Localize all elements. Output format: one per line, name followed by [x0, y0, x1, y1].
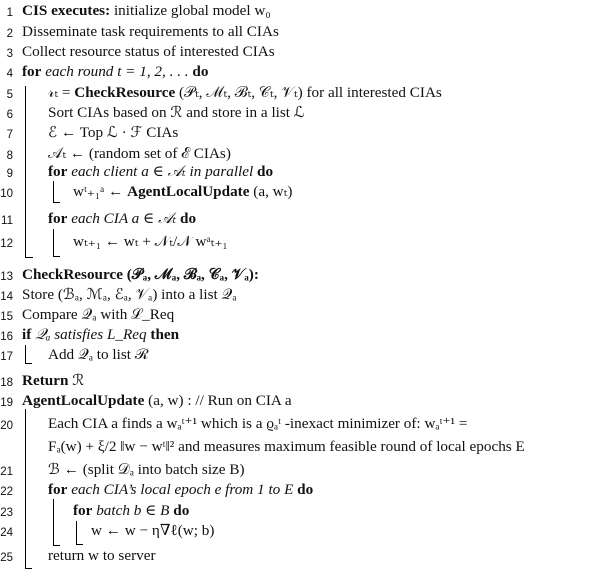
math-text: wᵗ₊₁ᵃ ← [73, 183, 128, 200]
if-guide-foot [25, 363, 32, 364]
line-number: 11 [1, 215, 13, 227]
keyword: do [188, 63, 209, 80]
line-number: 1 [6, 7, 13, 19]
for-parallel-guide-foot [53, 202, 60, 203]
line-text: return w to server [48, 547, 156, 564]
for-cia-guide-foot [53, 256, 60, 257]
line-number: 2 [6, 28, 13, 40]
line-number: 6 [6, 109, 13, 121]
line-number: 12 [0, 238, 13, 250]
line-text: Sort CIAs based on ℛ and store in a list ℒ [48, 104, 305, 121]
line-number: 3 [6, 48, 13, 60]
line-number: 9 [6, 168, 13, 180]
line-text: ℛ [68, 372, 85, 389]
line-text: Store (ℬₐ, ℳₐ, ℰₐ, 𝒱ₐ) into a list 𝒬ₐ [22, 286, 237, 303]
line-number: 24 [0, 527, 13, 539]
line-number: 10 [0, 188, 13, 200]
keyword: for [22, 63, 42, 80]
function-name: CheckResource [22, 266, 123, 283]
line-text: Each CIA a finds a wₐᵗ⁺¹ which is a ϱₐᵗ -inexact minimizer of: wₐᵗ⁺¹ = [48, 415, 468, 432]
line-text: wₜ₊₁ ← wₜ + 𝒩ₜ/𝒩 wᵃₜ₊₁ [73, 233, 228, 250]
keyword: do [169, 502, 190, 519]
line-number: 22 [0, 486, 13, 498]
line-text: (𝒫ₐ, ℳₐ, ℬₐ, 𝒞ₐ, 𝒱ₐ): [122, 266, 259, 283]
function-name: AgentLocalUpdate [127, 183, 250, 200]
for-parallel-guide-line [53, 181, 54, 203]
line-number: 14 [0, 291, 13, 303]
keyword: for [73, 502, 93, 519]
line-number: 8 [6, 150, 13, 162]
line-number: 20 [0, 420, 13, 432]
keyword: Return [22, 372, 69, 389]
line-text: ℰ ← Top ℒ · ℱ CIAs [48, 124, 179, 141]
line-text: each CIA’s local epoch e from 1 to E [67, 481, 294, 498]
for-round-guide-line [25, 86, 26, 258]
line-number: 13 [0, 271, 13, 283]
line-number: 25 [0, 552, 13, 564]
keyword: do [293, 481, 314, 498]
line-text: Add 𝒬ₐ to list ℛ [48, 346, 149, 363]
keyword: for [48, 210, 68, 227]
line-text: each CIA a ∈ 𝒜ₜ [67, 210, 177, 227]
for-epoch-guide-foot [53, 545, 60, 546]
line-text: Fₐ(w) + ξ/2 ‖w − wᵗ‖² and measures maximum feasible round of local epochs E [48, 438, 525, 455]
for-cia-guide-line [53, 229, 54, 257]
line-number: 16 [0, 331, 13, 343]
line-text: 𝒬ₐ satisfies L_Req [31, 326, 147, 343]
line-number: 17 [0, 351, 13, 363]
line-text: (𝒫ₜ, ℳₜ, ℬₜ, 𝒞ₜ, 𝒱ₜ) for all interested CIAs [175, 84, 442, 101]
line-text: Compare 𝒬ₐ with ℒ_Req [22, 306, 175, 323]
agent-update-guide-line [25, 409, 26, 569]
line-number: 19 [0, 397, 13, 409]
line-number: 21 [0, 466, 13, 478]
keyword: for [48, 481, 68, 498]
line-number: 5 [6, 89, 13, 101]
line-text: w ← w − η∇ℓ(w; b) [91, 522, 215, 539]
line-text: initialize global model w₀ [110, 2, 271, 19]
for-round-guide-foot [25, 257, 33, 258]
for-batch-guide-foot [76, 544, 83, 545]
line-text: each round t = 1, 2, . . . [41, 63, 189, 80]
for-epoch-guide-line [53, 499, 54, 546]
line-text: Collect resource status of interested CIAs [22, 43, 275, 60]
line-text: (a, wₜ) [249, 183, 293, 200]
agent-update-guide-foot [25, 568, 32, 569]
line-text: ℬ ← (split 𝒟ₐ into batch size B) [48, 461, 245, 478]
line-number: 23 [0, 507, 13, 519]
keyword: do [176, 210, 197, 227]
function-name: AgentLocalUpdate [22, 392, 145, 409]
line-text: Disseminate task requirements to all CIAs [22, 23, 279, 40]
line-number: 15 [0, 311, 13, 323]
keyword: do [253, 163, 274, 180]
keyword: then [146, 326, 180, 343]
line-number: 18 [0, 377, 13, 389]
line-text: each client a ∈ 𝒜ₜ in parallel [67, 163, 254, 180]
for-batch-guide-line [76, 521, 77, 545]
line-number: 7 [6, 129, 13, 141]
keyword: for [48, 163, 68, 180]
line-number: 4 [6, 68, 13, 80]
keyword: CIS executes: [22, 2, 111, 19]
keyword: if [22, 326, 32, 343]
math-text: 𝓇ₜ = [48, 84, 75, 101]
line-text: batch b ∈ B [92, 502, 170, 519]
line-text: (a, w) : // Run on CIA a [144, 392, 292, 409]
if-guide-line [25, 345, 26, 364]
function-name: CheckResource [74, 84, 176, 101]
line-text: 𝒜ₜ ← (random set of ℰ CIAs) [48, 145, 231, 162]
